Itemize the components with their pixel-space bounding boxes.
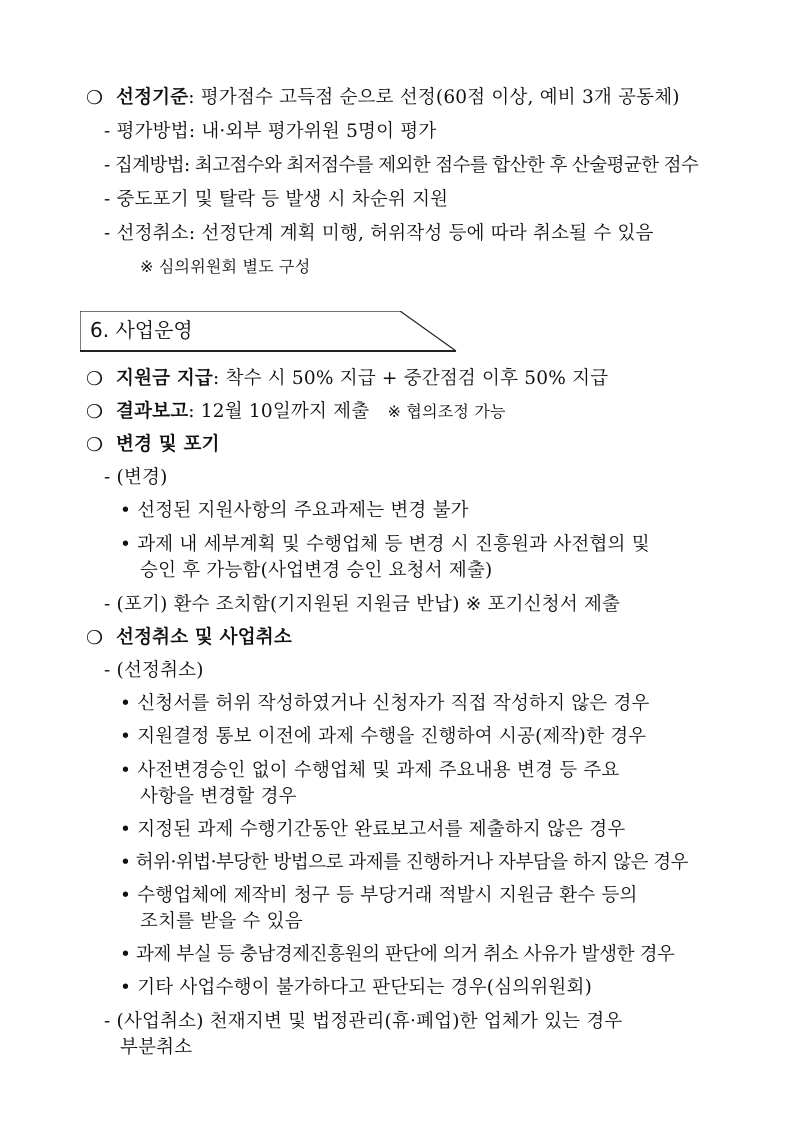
cancel-dot-8: • 기타 사업수행이 불가하다고 판단되는 경우(심의위원회) [120,977,592,998]
cancel-sub-selection: - (선정취소) [104,660,204,681]
change-heading: 변경 및 포기 [116,434,220,455]
criteria-heading-text: : 평가점수 고득점 순으로 선정(60점 이상, 예비 3개 공동체) [188,87,680,108]
cancel-dot-2: • 지원결정 통보 이전에 과제 수행을 진행하여 시공(제작)한 경우 [120,726,647,747]
report-text: : 12월 10일까지 제출 [188,401,370,422]
payment-text: : 착수 시 50% 지급 + 중간점검 이후 50% 지급 [213,368,609,389]
circle-bullet-icon: ❍ [86,627,104,649]
payment-line [116,366,608,392]
cancel-dot-3b: 사항을 변경할 경우 [140,786,297,807]
cancel-dot-7: • 과제 부실 등 충남경제진흥원의 판단에 의거 취소 사유가 발생한 경우 [120,944,675,965]
circle-bullet-icon: ❍ [86,368,104,390]
criteria-item-cancel: - 선정취소: 선정단계 계획 미행, 허위작성 등에 따라 취소될 수 있음 [104,223,654,244]
cancel-dot-5: • 허위·위법·부당한 방법으로 과제를 진행하거나 자부담을 하지 않은 경우 [120,852,688,873]
change-dot-2a: • 과제 내 세부계획 및 수행업체 등 변경 시 진흥원과 사전협의 및 [120,534,650,555]
criteria-item-fallback: - 중도포기 및 탈락 등 발생 시 차순위 지원 [104,189,449,210]
report-note: ※ 협의조정 가능 [387,402,506,421]
giveup-text: - (포기) 환수 조치함(기지원된 지원금 반납) [104,594,460,615]
change-dot-2b: 승인 후 가능함(사업변경 승인 요청서 제출) [140,560,493,581]
change-sub-change: - (변경) [104,467,168,488]
report-heading: 결과보고 [116,401,189,422]
cancel-dot-1: • 신청서를 허위 작성하였거나 신청자가 직접 작성하지 않은 경우 [120,693,650,714]
criteria-heading-bold: 선정기준 [116,87,189,108]
circle-bullet-icon: ❍ [86,87,104,109]
cancel-sub-business-a: - (사업취소) 천재지변 및 법정관리(휴·폐업)한 업체가 있는 경우 [104,1011,623,1032]
cancel-dot-3a: • 사전변경승인 없이 수행업체 및 과제 주요내용 변경 등 주요 [120,760,620,781]
criteria-item-calc-method: - 집계방법: 최고점수와 최저점수를 제외한 점수를 합산한 후 산술평균한 점수 [104,155,699,176]
criteria-note: ※ 심의위원회 별도 구성 [140,257,311,276]
criteria-heading [116,85,680,111]
criteria-item-eval-method: - 평가방법: 내·외부 평가위원 5명이 평가 [104,121,437,142]
section-title: 6. 사업운영 [90,318,193,342]
cancel-dot-6b: 조치를 받을 수 있음 [140,911,303,932]
report-line [116,399,506,425]
circle-bullet-icon: ❍ [86,434,104,456]
change-sub-giveup [104,592,620,618]
giveup-note: ※ 포기신청서 제출 [465,594,621,615]
cancel-dot-4: • 지정된 과제 수행기간동안 완료보고서를 제출하지 않은 경우 [120,819,626,840]
circle-bullet-icon: ❍ [86,401,104,423]
change-dot-1: • 선정된 지원사항의 주요과제는 변경 불가 [120,500,469,521]
cancel-dot-6a: • 수행업체에 제작비 청구 등 부당거래 적발시 지원금 환수 등의 [120,885,638,906]
cancel-heading: 선정취소 및 사업취소 [116,627,292,648]
payment-heading: 지원금 지급 [116,368,213,389]
cancel-sub-business-b: 부분취소 [120,1037,193,1058]
